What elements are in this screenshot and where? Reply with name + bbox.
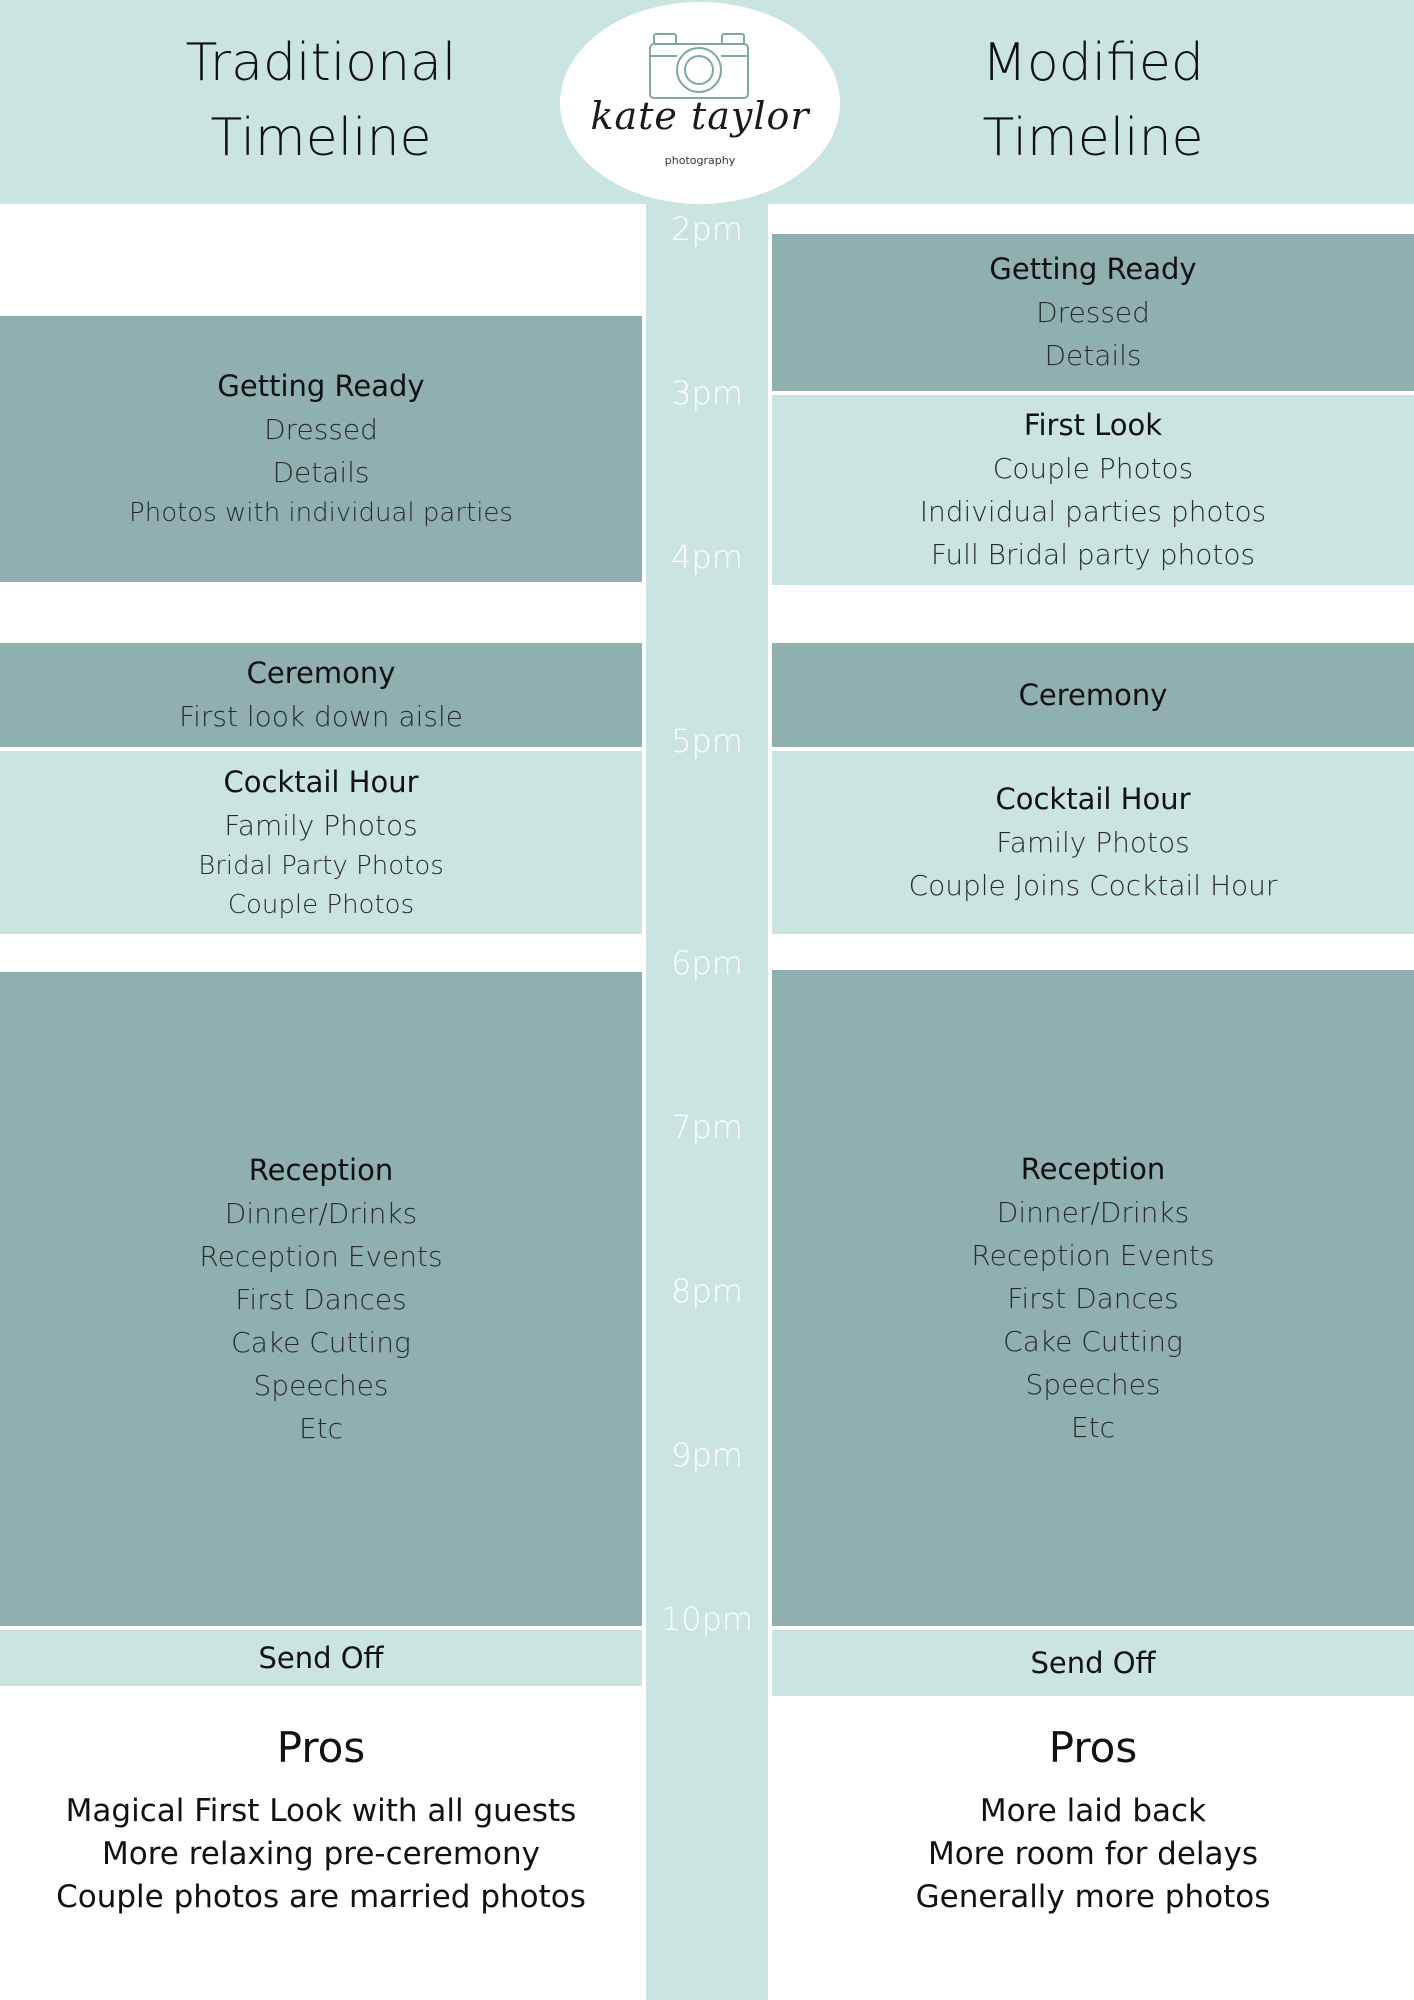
block-line: Dinner/Drinks [996,1195,1190,1229]
time-label: 3pm [671,374,743,412]
time-column [646,204,768,2000]
logo-name: kate taylor [590,94,810,138]
pros-line: Couple photos are married photos [56,1879,586,1915]
pros-line: More laid back [979,1793,1207,1829]
block-line: Etc [1070,1410,1116,1444]
block-title: Ceremony [1018,677,1168,712]
block-title: Send Off [258,1640,384,1675]
pros-title: Pros [1048,1723,1138,1772]
block-line: First Dances [1007,1281,1179,1315]
traditional-pros [0,1720,642,1919]
block-line: Etc [298,1411,344,1445]
block-line: Speeches [253,1368,389,1402]
block-line: Bridal Party Photos [198,850,444,881]
mod-send-off-block [772,1630,1414,1696]
camera-icon [644,30,754,102]
block-line: Photos with individual parties [129,498,513,528]
time-label: 2pm [671,210,743,248]
block-line: Details [272,456,370,489]
time-label: 5pm [671,722,743,760]
block-line: Dressed [264,413,378,446]
block-title: Ceremony [246,656,396,690]
block-title: Reception [1020,1151,1166,1186]
mod-first-look-block [772,395,1414,585]
mod-getting-ready-block [772,234,1414,391]
block-line: Cake Cutting [231,1325,411,1359]
block-line: Individual parties photos [919,495,1267,528]
title-line: Traditional [185,33,457,93]
block-line: Couple Photos [227,889,415,920]
block-line: Family Photos [996,826,1190,859]
title-line: Timeline [982,108,1204,168]
pros-line: More room for delays [927,1836,1259,1872]
pros-title: Pros [276,1723,366,1772]
block-line: Full Bridal party photos [930,538,1256,571]
block-title: Getting Ready [217,369,425,403]
block-line: Cake Cutting [1003,1324,1183,1358]
logo [560,2,840,204]
time-label: 10pm [660,1600,754,1638]
logo-subtitle: photography [664,154,736,167]
trad-send-off-block [0,1630,642,1686]
traditional-timeline-title [0,26,642,176]
mod-reception-block [772,970,1414,1626]
block-title: Cocktail Hour [995,782,1191,816]
block-title: Cocktail Hour [223,764,419,799]
time-label: 8pm [671,1272,743,1310]
block-line: Details [1044,339,1142,372]
block-line: Couple Photos [992,452,1194,485]
time-label: 7pm [671,1108,743,1146]
trad-getting-ready-block [0,316,642,582]
pros-line: Generally more photos [915,1879,1271,1915]
block-line: Dinner/Drinks [224,1196,418,1230]
block-line: Reception Events [971,1238,1215,1272]
pros-line: Magical First Look with all guests [65,1793,577,1829]
trad-reception-block [0,972,642,1626]
block-title: Getting Ready [989,252,1197,286]
time-label: 6pm [671,944,743,982]
block-line: Family Photos [224,808,418,842]
time-label: 9pm [671,1436,743,1474]
trad-cocktail-hour-block [0,751,642,934]
title-line: Timeline [210,108,432,168]
block-line: Speeches [1025,1367,1161,1401]
mod-ceremony-block [772,643,1414,747]
block-line: Couple Joins Cocktail Hour [908,869,1278,902]
trad-ceremony-block [0,643,642,747]
time-label: 4pm [671,538,743,576]
title-line: Modified [982,33,1204,93]
modified-pros [772,1720,1414,1919]
block-line: First Dances [235,1282,407,1316]
pros-line: More relaxing pre-ceremony [102,1836,540,1872]
block-title: Send Off [1030,1645,1156,1680]
block-title: Reception [248,1152,394,1187]
block-line: Dressed [1036,296,1150,329]
modified-timeline-title [772,26,1414,176]
block-line: Reception Events [199,1239,443,1273]
block-line: First look down aisle [179,700,463,733]
mod-cocktail-hour-block [772,751,1414,934]
block-title: First Look [1023,408,1163,442]
